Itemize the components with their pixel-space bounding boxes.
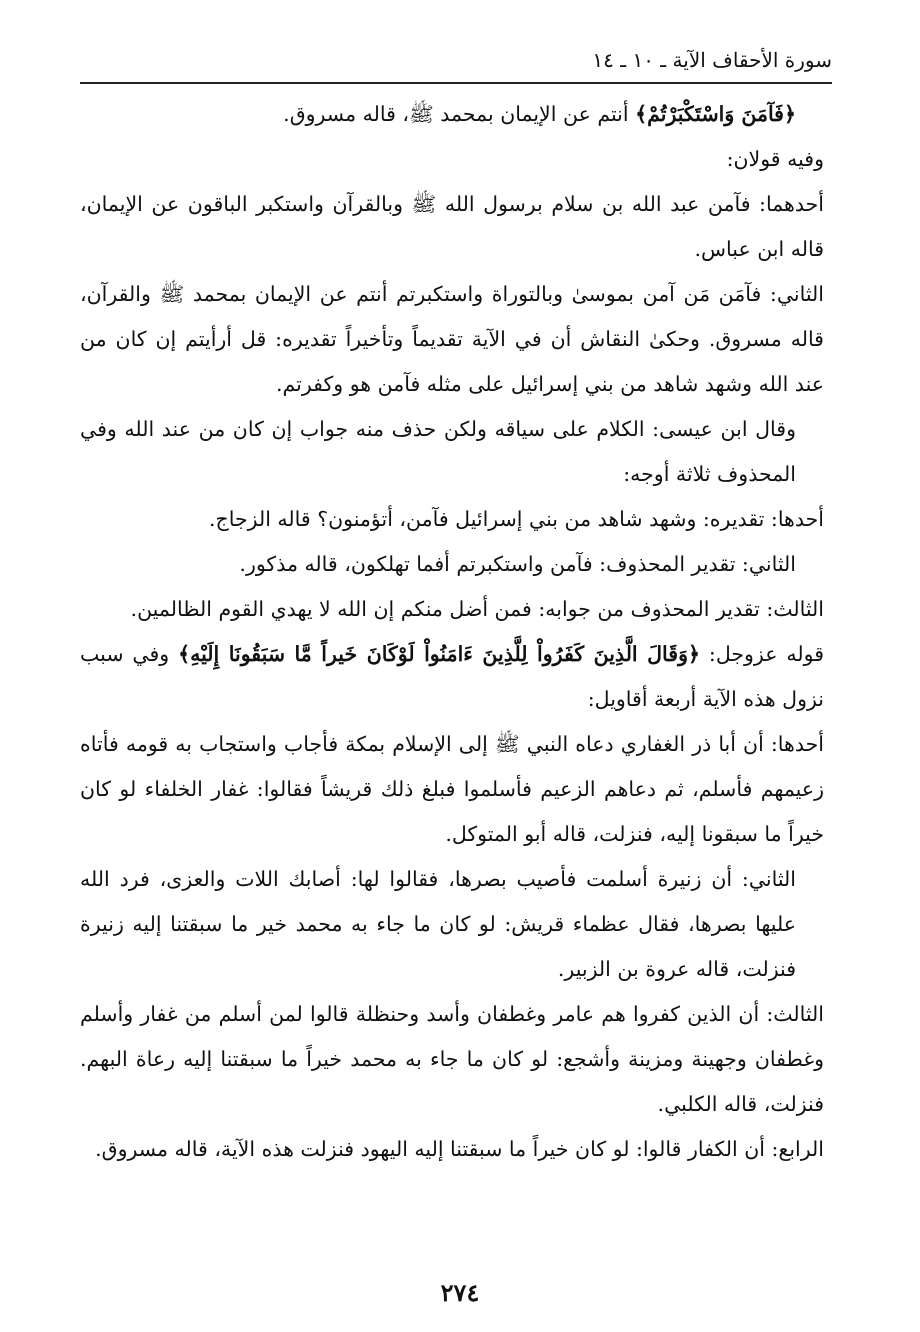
paragraph-1: [80, 92, 824, 137]
paragraph-text: الثالث: تقدير المحذوف من جوابه: فمن أضل منكم إن الله لا يهدي القوم الظالمين.: [130, 597, 824, 621]
paragraph-text: أحدهما: فآمن عبد الله بن سلام برسول الله ﷺ وبالقرآن واستكبر الباقون عن الإيمان، قاله ابن عباس.: [80, 192, 824, 261]
paragraph-3: [80, 182, 824, 272]
paragraph-lead: قوله عزوجل:: [700, 642, 824, 666]
paragraph-text: الرابع: أن الكفار قالوا: لو كان خيراً ما سبقتنا إليه اليهود فنزلت هذه الآية، قاله مسروق.: [95, 1137, 824, 1161]
paragraph-text: الثاني: فآمَن مَن آمن بموسىٰ وبالتوراة واستكبرتم أنتم عن الإيمان بمحمد ﷺ والقرآن، قاله مسروق. وحكىٰ النقاش أن في الآية تقديماً وتأخيراً تقديره: قل أرأيتم إن كان من عند الله وشهد شاهد من بني إسرائيل على مثله فآمن هو وكفرتم.: [80, 282, 824, 396]
paragraph-text: وفي سبب نزول هذه الآية أربعة أقاويل:: [80, 642, 824, 711]
paragraph-text: أنتم عن الإيمان بمحمد ﷺ، قاله مسروق.: [283, 102, 636, 126]
paragraph-text: وقال ابن عيسى: الكلام على سياقه ولكن حذف منه جواب إن كان من عند الله وفي المحذوف ثلاثة أوجه:: [80, 417, 796, 486]
paragraph-text: الثاني: تقدير المحذوف: فآمن واستكبرتم أفما تهلكون، قاله مذكور.: [239, 552, 796, 576]
running-header: [80, 46, 832, 84]
quran-verse: ﴿فَآمَنَ وَاسْتَكْبَرْتُمْ﴾: [635, 102, 796, 126]
paragraph-text: الثاني: أن زنيرة أسلمت فأصيب بصرها، فقالوا لها: أصابك اللات والعزى، فرد الله عليها بصرها، فقال عظماء قريش: لو كان ما جاء به محمد خير ما سبقتنا إليه زنيرة فنزلت، قاله عروة بن الزبير.: [80, 867, 796, 981]
paragraph-12: [80, 992, 824, 1127]
paragraph-text: أحدها: تقديره: وشهد شاهد من بني إسرائيل فآمن، أتؤمنون؟ قاله الزجاج.: [208, 507, 824, 531]
paragraph-text: أحدها: أن أبا ذر الغفاري دعاه النبي ﷺ إلى الإسلام بمكة فأجاب واستجاب به قومه فأتاه زعيمهم فأسلم، ثم دعاهم الزعيم فأسلموا فبلغ ذلك قريشاً فقالوا: غفار الخلفاء لو كان خيراً ما سبقونا إليه، فنزلت، قاله أبو المتوكل.: [80, 732, 824, 846]
paragraph-6: [80, 497, 824, 542]
paragraph-13: [80, 1127, 824, 1172]
paragraph-2: [80, 137, 824, 182]
paragraph-4: [80, 272, 824, 407]
paragraph-5: [80, 407, 824, 497]
paragraph-7: [80, 542, 824, 587]
page-body: [80, 92, 824, 1172]
paragraph-text: وفيه قولان:: [726, 147, 824, 171]
paragraph-11: [80, 857, 824, 992]
header-title: سورة الأحقاف الآية ـ ١٠ ـ ١٤: [592, 48, 832, 72]
page-number: ٢٧٤: [440, 1278, 480, 1307]
quran-verse: ﴿وَقَالَ الَّذِينَ كَفَرُواْ لِلَّذِينَ ءَامَنُواْ لَوْكَانَ خَيراً مَّا سَبَقُونَا إِلَيْهِ﴾: [178, 642, 701, 666]
paragraph-text: الثالث: أن الذين كفروا هم عامر وغطفان وأسد وحنظلة قالوا لمن أسلم من غفار وأسلم وغطفان وجهينة ومزينة وأشجع: لو كان ما جاء به محمد خيراً ما سبقتنا إليه رعاة البهم. فنزلت، قاله الكلبي.: [80, 1002, 824, 1116]
paragraph-8: [80, 587, 824, 632]
paragraph-9: [80, 632, 824, 722]
paragraph-10: [80, 722, 824, 857]
